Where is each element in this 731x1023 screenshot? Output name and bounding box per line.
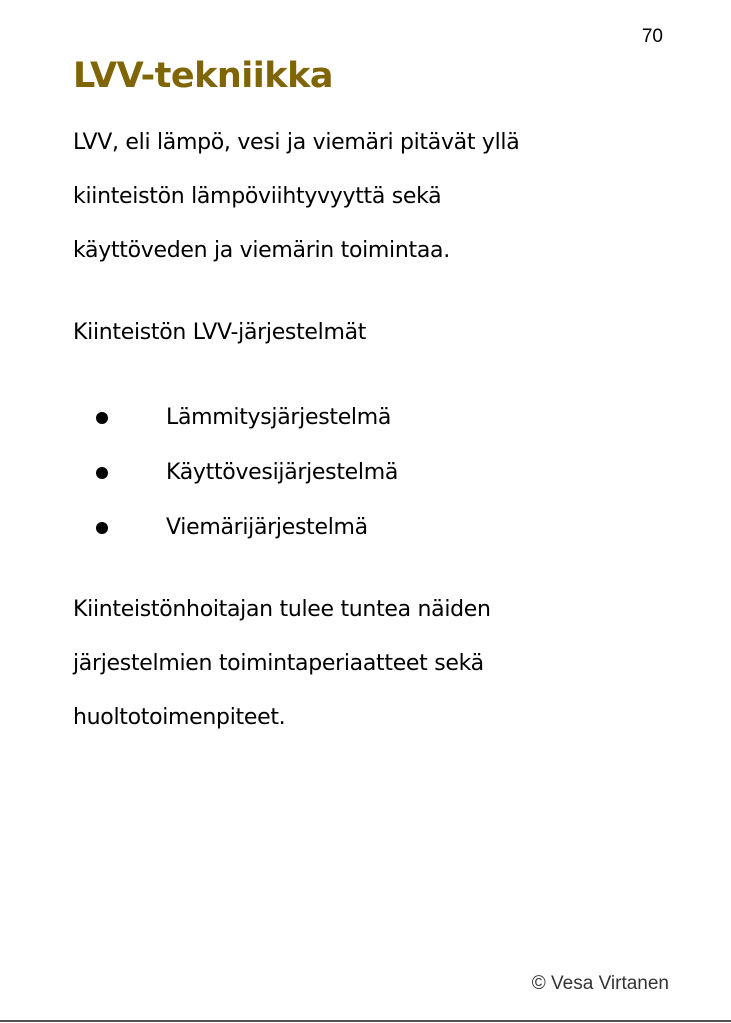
closing-paragraph <box>73 583 673 745</box>
intro-line: kiinteistön lämpöviihtyvyyttä sekä <box>73 184 442 209</box>
page-title: LVV-tekniikka <box>73 56 333 96</box>
list-item <box>73 445 673 500</box>
bottom-divider <box>0 1020 731 1022</box>
bullet-icon <box>96 522 108 534</box>
copyright-notice: © Vesa Virtanen <box>531 973 669 994</box>
closing-line: järjestelmien toimintaperiaatteet sekä <box>73 651 484 676</box>
closing-line: Kiinteistönhoitajan tulee tuntea näiden <box>73 597 491 622</box>
page-content <box>73 116 673 745</box>
intro-line: käyttöveden ja viemärin toimintaa. <box>73 238 450 263</box>
bullet-icon <box>96 412 108 424</box>
systems-list <box>73 390 673 555</box>
closing-line: huoltotoimenpiteet. <box>73 705 286 730</box>
list-item-text: Viemärijärjestelmä <box>166 515 368 540</box>
bullet-icon <box>96 467 108 479</box>
page-number: 70 <box>641 26 663 47</box>
list-item-text: Lämmitysjärjestelmä <box>166 405 392 430</box>
list-item <box>73 500 673 555</box>
list-item <box>73 390 673 445</box>
intro-line: LVV, eli lämpö, vesi ja viemäri pitävät yllä <box>73 130 520 155</box>
systems-subheading: Kiinteistön LVV-järjestelmät <box>73 320 367 345</box>
intro-paragraph <box>73 116 673 278</box>
list-item-text: Käyttövesijärjestelmä <box>166 460 399 485</box>
